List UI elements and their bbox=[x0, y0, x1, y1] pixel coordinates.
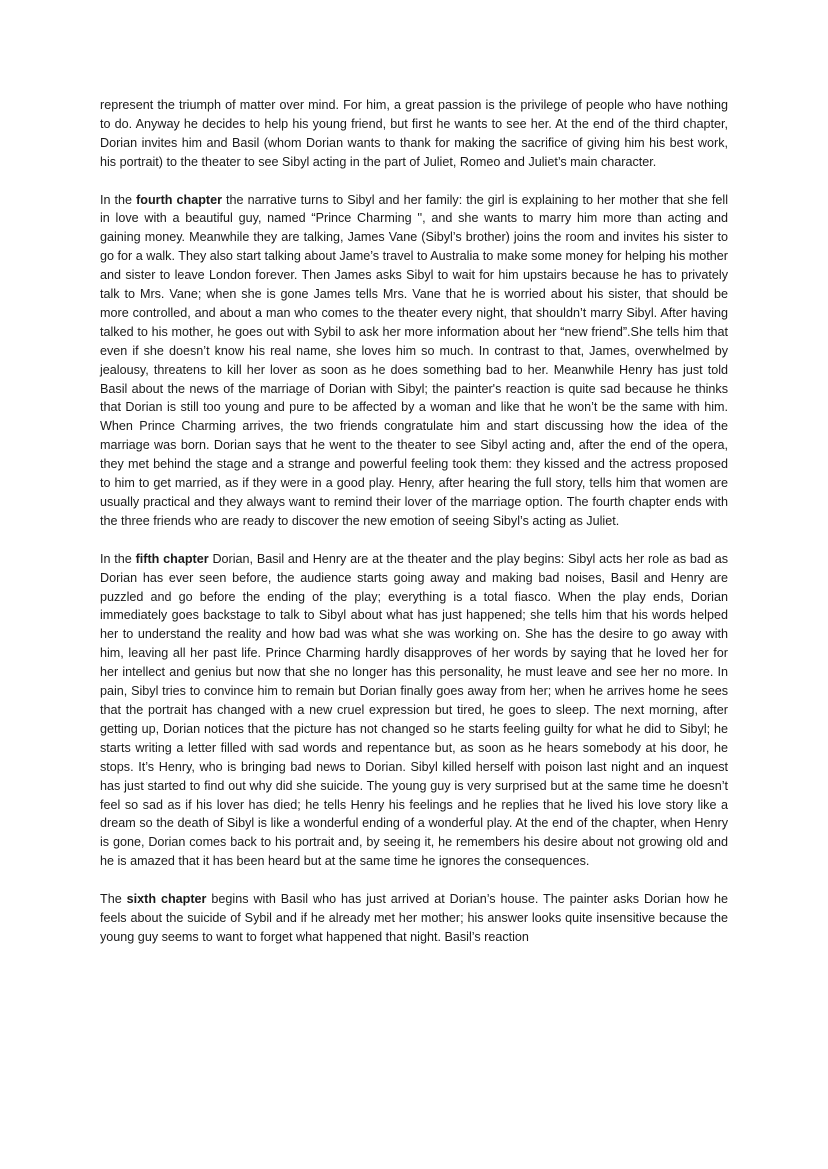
paragraph-text: In the bbox=[100, 192, 137, 207]
paragraph-fourth-chapter bbox=[100, 191, 728, 531]
paragraph-chapter-three-end bbox=[100, 96, 728, 172]
paragraph-text: In the bbox=[100, 551, 136, 566]
paragraph-fifth-chapter bbox=[100, 550, 728, 871]
paragraph-text: The bbox=[100, 892, 127, 907]
chapter-heading-bold: fifth chapter bbox=[135, 551, 209, 566]
paragraph-text: begins with Basil who has just arrived at Dorian’s house. The painter asks Dorian how he feels about the suicide of Sybil and if he already met her mother; his answer looks quite insensitive because the young guy seems to want to forget what happened that night. Basil’s reaction bbox=[100, 892, 729, 944]
paragraph-text: the narrative turns to Sibyl and her family: the girl is explaining to her mother that she fell in love with a beautiful guy, named “Prince Charming '', and she wants to marry him more than acting and gaining money. Meanwhile they are talking, James Vane (Sibyl’s brother) joins the room and invites his sister to go for a walk. They also start talking about Jame’s travel to Australia to make some money for helping his mother and sister to leave London forever. Then James asks Sibyl to wait for him upstairs because he has to privately talk to Mrs. Vane; when she is gone James tells Mrs. Vane that he is worried about his sister, that should be more controlled, and about a man who comes to the theater every night, that shouldn’t marry Sibyl. After having talked to his mother, he goes out with Sybil to ask her more information about her “new friend”.She tells him that even if she doesn’t know his real name, she loves him so much. In contrast to that, James, overwhelmed by jealousy, threatens to kill her lover as soon as he does something bad to her. Meanwhile Henry has just told Basil about the news of the marriage of Dorian with Sibyl; the painter's reaction is quite sad because he thinks that Dorian is still too young and pure to be affected by a woman and like that he won’t be the same with him. When Prince Charming arrives, the two friends congratulate him and start discussing how the idea of the marriage was born. Dorian says that he went to the theater to see Sibyl acting and, after the end of the opera, they met behind the stage and a strange and powerful feeling took them: they kissed and the actress proposed to him to get married, as if they were in a good play. Henry, after hearing the full story, tells him that women are usually practical and they always want to remind their lover of the marriage option. The fourth chapter ends with the three friends who are ready to discover the new emotion of seeing Sibyl’s acting as Juliet. bbox=[100, 192, 728, 528]
paragraph-sixth-chapter bbox=[100, 890, 728, 947]
paragraph-text: Dorian, Basil and Henry are at the theater and the play begins: Sibyl acts her role as bad as Dorian has ever seen before, the audience starts going away and making bad noises, Basil and Henry are puzzled and go before the ending of the play; everything is a total fiasco. When the play ends, Dorian immediately goes backstage to talk to Sibyl about what has just happened; she tells him that his words helped her to understand the reality and how bad was what she was working on. She has the desire to go away with him, leaving all her past life. Prince Charming hardly disapproves of her words by saying that he loved her for her intellect and genius but now that she no longer has this personality, he must leave and see her no more. In pain, Sibyl tries to convince him to remain but Dorian finally goes away from her; when he arrives home he sees that the portrait has changed with a new cruel expression but tired, he goes to sleep. The next morning, after getting up, Dorian notices that the picture has not changed so he starts feeling guilty for what he did to Sibyl; he starts writing a letter filled with sad words and repentance but, as soon as he hears somebody at his door, he stops. It’s Henry, who is bringing bad news to Dorian. Sibyl killed herself with poison last night and an inquest has just started to find out why did she suicide. The young guy is very surprised but at the same time he doesn’t feel so sad as if his lover has died; he tells Henry his feelings and he replies that he lived his love story like a dream so the death of Sibyl is like a wonderful ending of a wonderful play. At the end of the chapter, when Henry is gone, Dorian comes back to his portrait and, by seeing it, he remembers his desire about not growing old and he is amazed that it has been heard but at the same time he ignores the consequences. bbox=[100, 551, 729, 869]
document-page bbox=[100, 96, 728, 966]
chapter-heading-bold: fourth chapter bbox=[136, 192, 222, 207]
chapter-heading-bold: sixth chapter bbox=[126, 892, 207, 907]
paragraph-text: represent the triumph of matter over mind. For him, a great passion is the privilege of people who have nothing to do. Anyway he decides to help his young friend, but first he wants to see her. At the end of the third chapter, Dorian invites him and Basil (whom Dorian wants to thank for making the sacrifice of giving him his best work, his portrait) to the theater to see Sibyl acting in the part of Juliet, Romeo and Juliet’s main character. bbox=[100, 98, 728, 169]
